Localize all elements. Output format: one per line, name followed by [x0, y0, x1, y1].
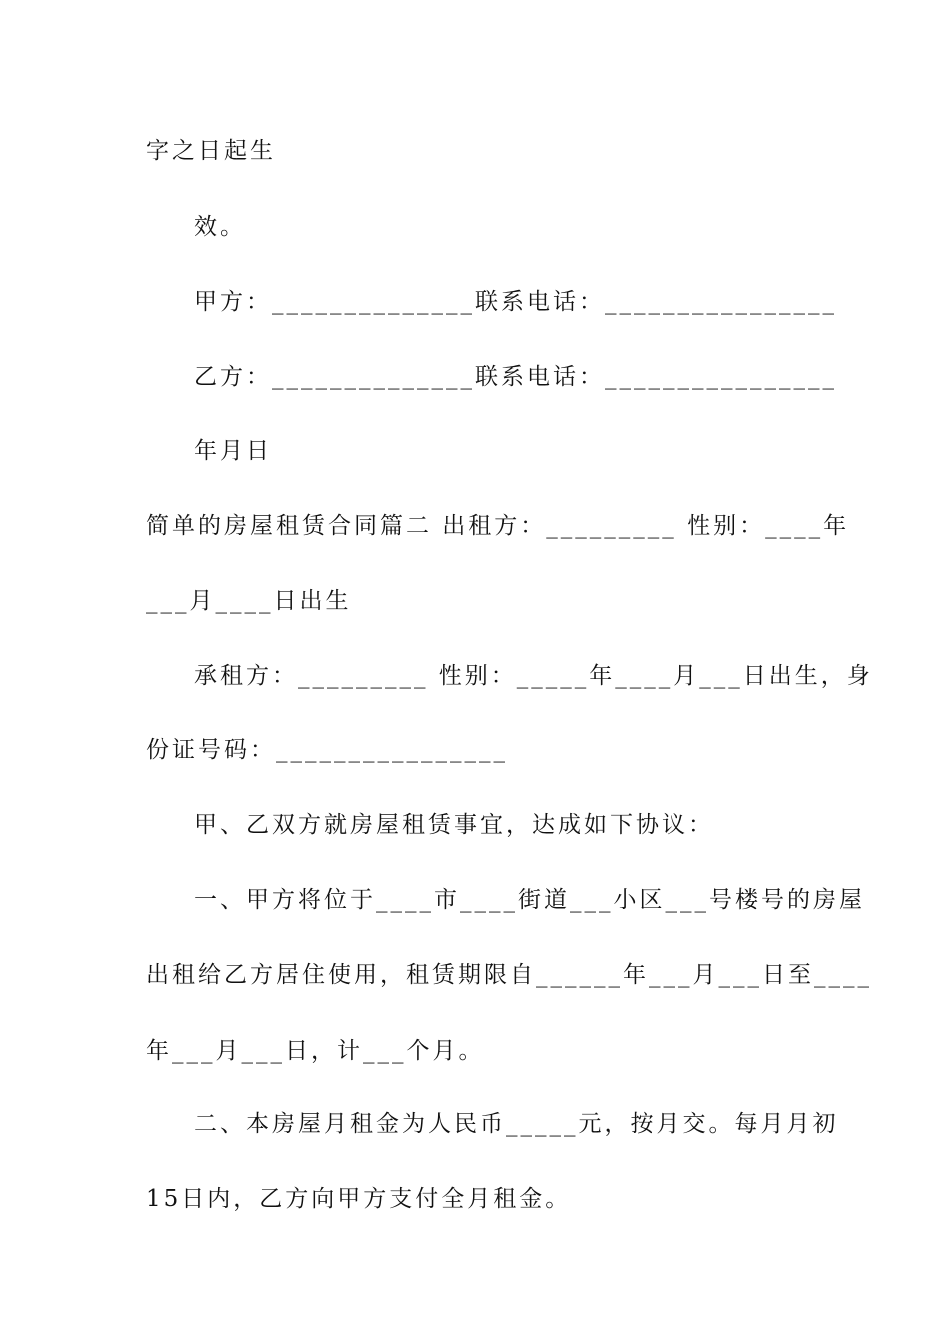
text-line: 15日内，乙方向甲方支付全月租金。 — [146, 1186, 572, 1212]
text-line: 出租给乙方居住使用，租赁期限自______年___月___日至____ — [146, 962, 872, 988]
text-line: 年___月___日，计___个月。 — [146, 1038, 485, 1064]
text-line: 效。 — [194, 214, 246, 240]
agreement-intro: 甲、乙双方就房屋租赁事宜，达成如下协议： — [194, 812, 714, 838]
party-a-line: 甲方：______________联系电话：________________ — [194, 289, 837, 315]
clause-two: 二、本房屋月租金为人民币_____元，按月交。每月月初 — [194, 1111, 839, 1137]
lessee-line: 承租方：_________ 性别：_____年____月___日出生，身 — [194, 663, 873, 689]
section-heading-line: 简单的房屋租赁合同篇二 出租方：_________ 性别：____年 — [146, 513, 850, 539]
party-b-line: 乙方：______________联系电话：________________ — [194, 364, 837, 390]
date-line: 年月日 — [194, 438, 272, 464]
clause-one: 一、甲方将位于____市____街道___小区___号楼号的房屋 — [194, 887, 865, 913]
text-line: 字之日起生 — [146, 138, 276, 164]
text-line: ___月____日出生 — [146, 588, 352, 614]
text-line: 份证号码：________________ — [146, 737, 508, 763]
